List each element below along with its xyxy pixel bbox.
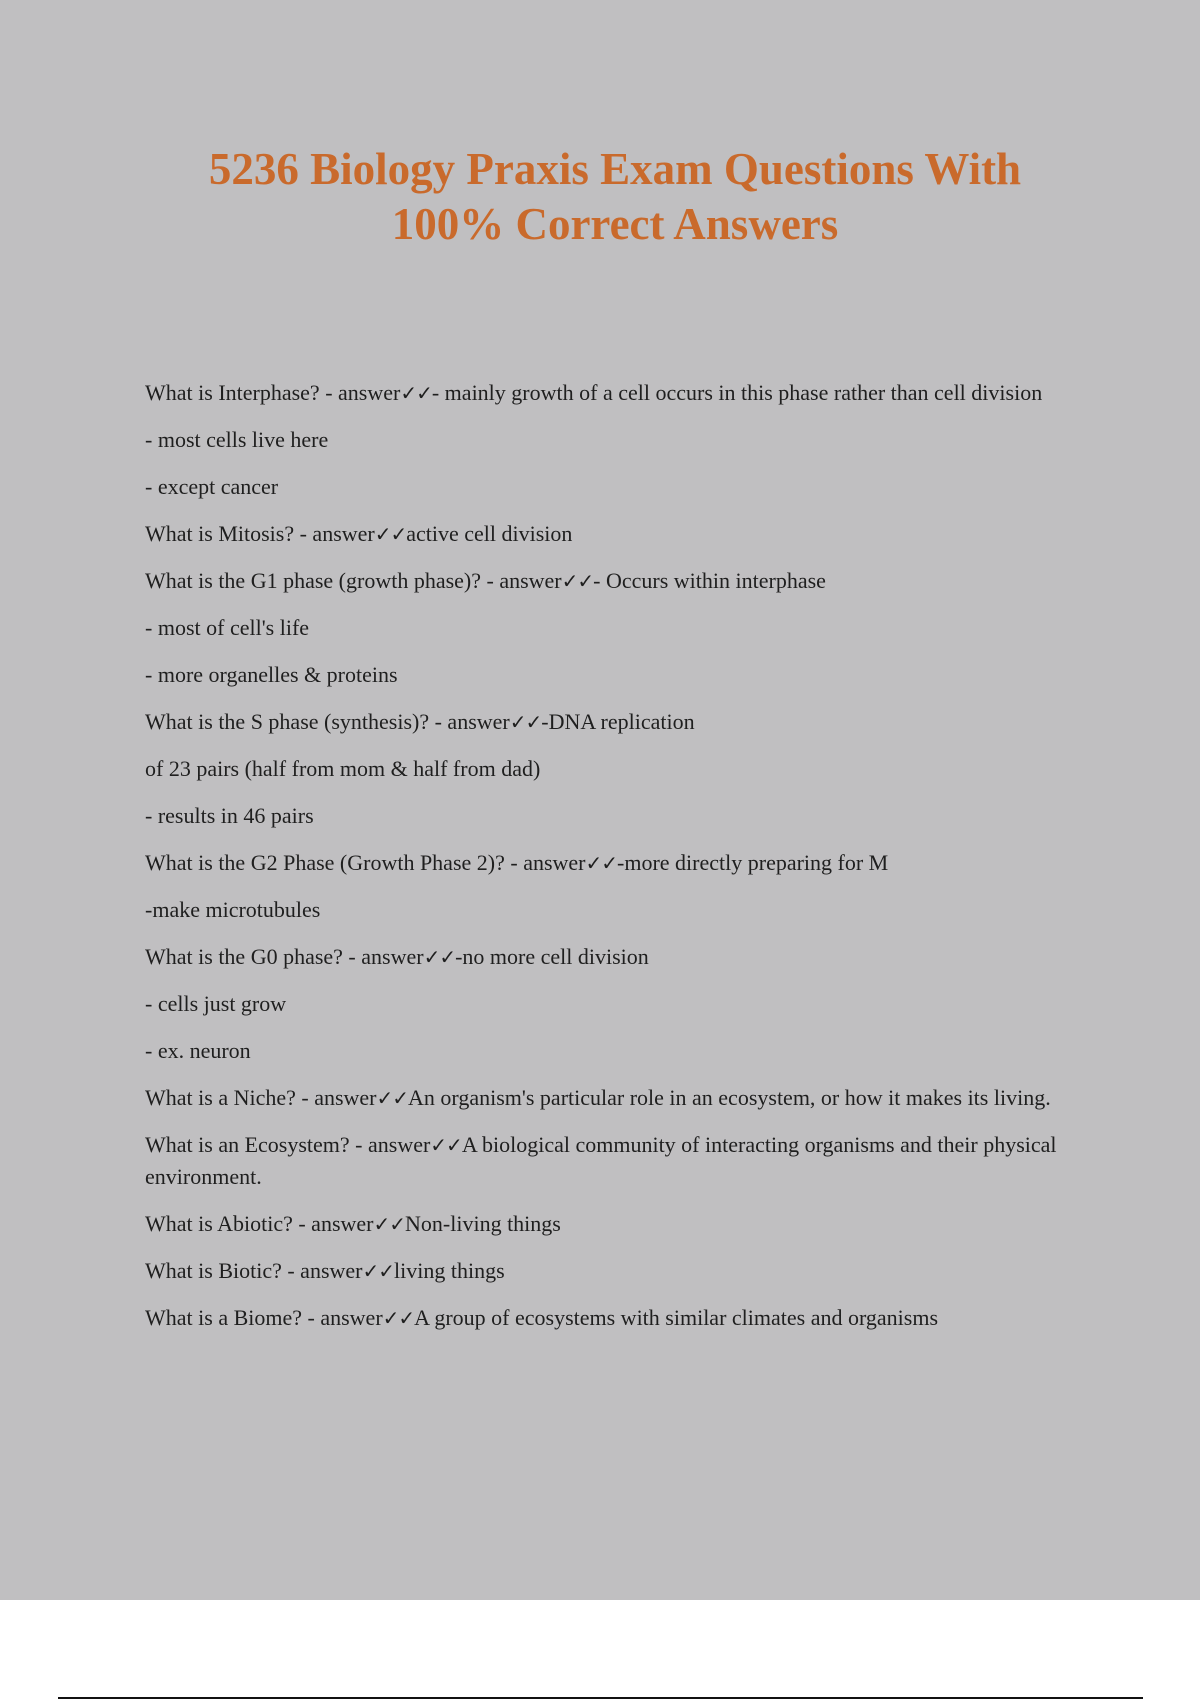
answer-text: A biological community of interacting organisms and their physical environment. <box>145 1132 1057 1189</box>
double-check-icon: ✓✓ <box>585 851 618 875</box>
answer-text: -more directly preparing for M <box>617 850 889 875</box>
answer-detail-line: - more organelles & proteins <box>145 662 398 687</box>
qa-entry-biotic <box>145 1255 1090 1287</box>
answer-text: An organism's particular role in an ecosystem, or how it makes its living. <box>408 1085 1051 1110</box>
qa-entry-g2-phase <box>145 847 1090 879</box>
answer-detail-line: of 23 pairs (half from mom & half from dad) <box>145 756 541 781</box>
answer-text: - mainly growth of a cell occurs in this phase rather than cell division <box>431 380 1043 405</box>
double-check-icon: ✓✓ <box>362 1259 395 1283</box>
title-line-2: 100% Correct Answers <box>391 199 839 249</box>
page-divider-line <box>58 1697 1143 1699</box>
double-check-icon: ✓✓ <box>382 1306 415 1330</box>
qa-entry-abiotic <box>145 1208 1090 1240</box>
answer-detail-line: -make microtubules <box>145 897 321 922</box>
double-check-icon: ✓✓ <box>430 1133 462 1157</box>
question-text: What is Biotic? - answer <box>145 1258 363 1283</box>
double-check-icon: ✓✓ <box>373 1212 406 1236</box>
question-text: What is a Biome? - answer <box>145 1305 383 1330</box>
answer-detail-line: - most of cell's life <box>145 615 310 640</box>
answer-detail-line: - most cells live here <box>145 427 329 452</box>
question-text: What is a Niche? - answer <box>145 1085 377 1110</box>
next-page-area <box>0 1600 1200 1700</box>
question-text: What is Abiotic? - answer <box>145 1211 374 1236</box>
title-line-1: 5236 Biology Praxis Exam Questions With <box>208 144 1022 194</box>
qa-entry-g1-phase <box>145 565 1090 597</box>
question-text: What is Mitosis? - answer <box>145 521 375 546</box>
double-check-icon: ✓✓ <box>400 381 432 405</box>
question-text: What is the G2 Phase (Growth Phase 2)? - answer <box>145 850 586 875</box>
double-check-icon: ✓✓ <box>423 945 456 969</box>
qa-entry-s-phase <box>145 706 1090 738</box>
question-text: What is the G0 phase? - answer <box>145 944 424 969</box>
double-check-icon: ✓✓ <box>561 569 594 593</box>
qa-list <box>145 377 1090 1349</box>
question-text: What is Interphase? - answer <box>145 380 401 405</box>
qa-entry-mitosis <box>145 518 1090 550</box>
qa-entry-niche <box>145 1082 1090 1114</box>
answer-detail-line: - except cancer <box>145 474 279 499</box>
answer-detail-line: - cells just grow <box>145 991 287 1016</box>
answer-text: -DNA replication <box>541 709 695 734</box>
question-text: What is the G1 phase (growth phase)? - answer <box>145 568 562 593</box>
answer-text: -no more cell division <box>455 944 649 969</box>
answer-text: Non-living things <box>405 1211 561 1236</box>
qa-entry-g0-phase <box>145 941 1090 973</box>
qa-entry-interphase <box>145 377 1090 409</box>
document-title <box>120 142 1110 252</box>
qa-entry-biome <box>145 1302 1090 1334</box>
answer-text: living things <box>394 1258 505 1283</box>
answer-text: A group of ecosystems with similar climates and organisms <box>414 1305 939 1330</box>
qa-entry-ecosystem <box>145 1129 1090 1193</box>
answer-detail-line: - ex. neuron <box>145 1038 251 1063</box>
double-check-icon: ✓✓ <box>374 522 407 546</box>
answer-text: active cell division <box>406 521 573 546</box>
answer-text: - Occurs within interphase <box>593 568 826 593</box>
question-text: What is the S phase (synthesis)? - answer <box>145 709 510 734</box>
double-check-icon: ✓✓ <box>376 1086 409 1110</box>
answer-detail-line: - results in 46 pairs <box>145 803 314 828</box>
double-check-icon: ✓✓ <box>509 710 542 734</box>
question-text: What is an Ecosystem? - answer <box>145 1132 431 1157</box>
